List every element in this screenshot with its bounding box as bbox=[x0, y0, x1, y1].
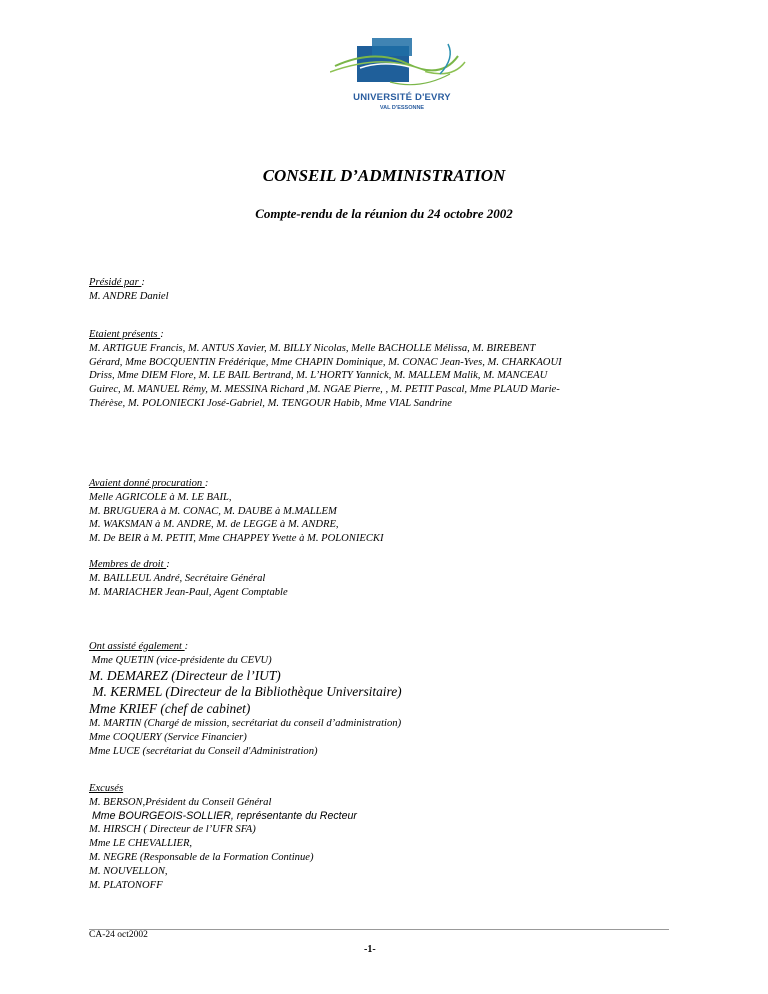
excuses-line: Mme LE CHEVALLIER, bbox=[89, 838, 193, 850]
excuses-line: M. NOUVELLON, bbox=[89, 865, 168, 877]
procuration-heading: Avaient donné procuration bbox=[89, 478, 205, 489]
section-assiste bbox=[89, 640, 689, 758]
preside-line: M. ANDRE Daniel bbox=[89, 290, 169, 302]
assiste-line: Mme COQUERY (Service Financier) bbox=[89, 731, 247, 743]
assiste-line: M. MARTIN (Chargé de mission, secrétariat du conseil d’administration) bbox=[89, 718, 402, 730]
assiste-heading: Ont assisté également bbox=[89, 641, 185, 652]
university-logo bbox=[330, 38, 470, 124]
assiste-line: Mme QUETIN (vice-présidente du CEVU) bbox=[89, 654, 272, 666]
logo-subtitle: VAL D'ESSONNE bbox=[379, 105, 425, 111]
section-preside bbox=[89, 276, 689, 304]
footer-reference: CA-24 oct2002 bbox=[89, 930, 148, 940]
procuration-line: M. De BEIR à M. PETIT, Mme CHAPPEY Yvette à M. POLONIECKI bbox=[89, 533, 384, 545]
footer-divider bbox=[89, 929, 669, 930]
excuses-line: M. NEGRE (Responsable de la Formation Continue) bbox=[89, 851, 314, 863]
membres-line: M. BAILLEUL André, Secrétaire Général bbox=[89, 572, 266, 584]
presents-heading: Etaient présents bbox=[89, 329, 161, 340]
excuses-line: M. PLATONOFF bbox=[89, 879, 163, 891]
presents-line: M. ARTIGUE Francis, M. ANTUS Xavier, M. BILLY Nicolas, Melle BACHOLLE Mélissa, M. BIREBENT bbox=[89, 342, 536, 354]
assiste-line: Mme LUCE (secrétariat du Conseil d'Administration) bbox=[89, 745, 318, 757]
excuses-line: M. HIRSCH ( Directeur de l’UFR SFA) bbox=[89, 824, 256, 836]
membres-heading: Membres de droit bbox=[89, 559, 167, 570]
membres-line: M. MARIACHER Jean-Paul, Agent Comptable bbox=[89, 586, 288, 598]
excuses-line: Mme BOURGEOIS-SOLLIER, représentante du Recteur bbox=[89, 809, 357, 822]
presents-line: Thérèse, M. POLONIECKI José-Gabriel, M. TENGOUR Habib, Mme VIAL Sandrine bbox=[89, 397, 452, 409]
assiste-colon: : bbox=[184, 641, 189, 652]
membres-colon: : bbox=[166, 559, 170, 570]
logo-emblem bbox=[330, 38, 470, 94]
assiste-line-large: M. KERMEL (Directeur de la Bibliothèque Universitaire) bbox=[89, 684, 402, 700]
excuses-heading: Excusés bbox=[89, 783, 124, 794]
document-subtitle: Compte-rendu de la réunion du 24 octobre 2002 bbox=[255, 206, 513, 221]
assiste-line-large: Mme KRIEF (chef de cabinet) bbox=[89, 700, 251, 716]
procuration-line: Melle AGRICOLE à M. LE BAIL, bbox=[89, 491, 232, 503]
logo-university-name: UNIVERSITÉ D'EVRY bbox=[353, 92, 451, 103]
excuses-line: M. BERSON,Président du Conseil Général bbox=[89, 796, 272, 808]
preside-colon: : bbox=[141, 277, 145, 288]
preside-heading: Présidé par bbox=[89, 277, 142, 288]
presents-colon: : bbox=[160, 329, 164, 340]
assiste-line-large: M. DEMAREZ (Directeur de l’IUT) bbox=[89, 667, 281, 683]
section-membres bbox=[89, 558, 689, 599]
section-procuration bbox=[89, 477, 689, 546]
presents-line: Gérard, Mme BOCQUENTIN Frédérique, Mme CHAPIN Dominique, M. CONAC Jean-Yves, M. CHARKAOUI bbox=[89, 356, 562, 368]
document-title: CONSEIL D’ADMINISTRATION bbox=[262, 166, 506, 185]
page-number: -1- bbox=[364, 944, 376, 955]
presents-line: Driss, Mme DIEM Flore, M. LE BAIL Bertrand, M. L’HORTY Yannick, M. MALLEM Malik, M. MANCEAU bbox=[89, 370, 548, 382]
section-presents bbox=[89, 328, 689, 411]
procuration-line: M. WAKSMAN à M. ANDRE, M. de LEGGE à M. ANDRE, bbox=[89, 519, 339, 531]
procuration-line: M. BRUGUERA à M. CONAC, M. DAUBE à M.MALLEM bbox=[89, 505, 337, 517]
procuration-colon: : bbox=[204, 478, 209, 489]
section-excuses bbox=[89, 782, 689, 892]
presents-line: Guirec, M. MANUEL Rémy, M. MESSINA Richard ,M. NGAE Pierre, , M. PETIT Pascal, Mme PLAUD Marie- bbox=[89, 384, 560, 396]
